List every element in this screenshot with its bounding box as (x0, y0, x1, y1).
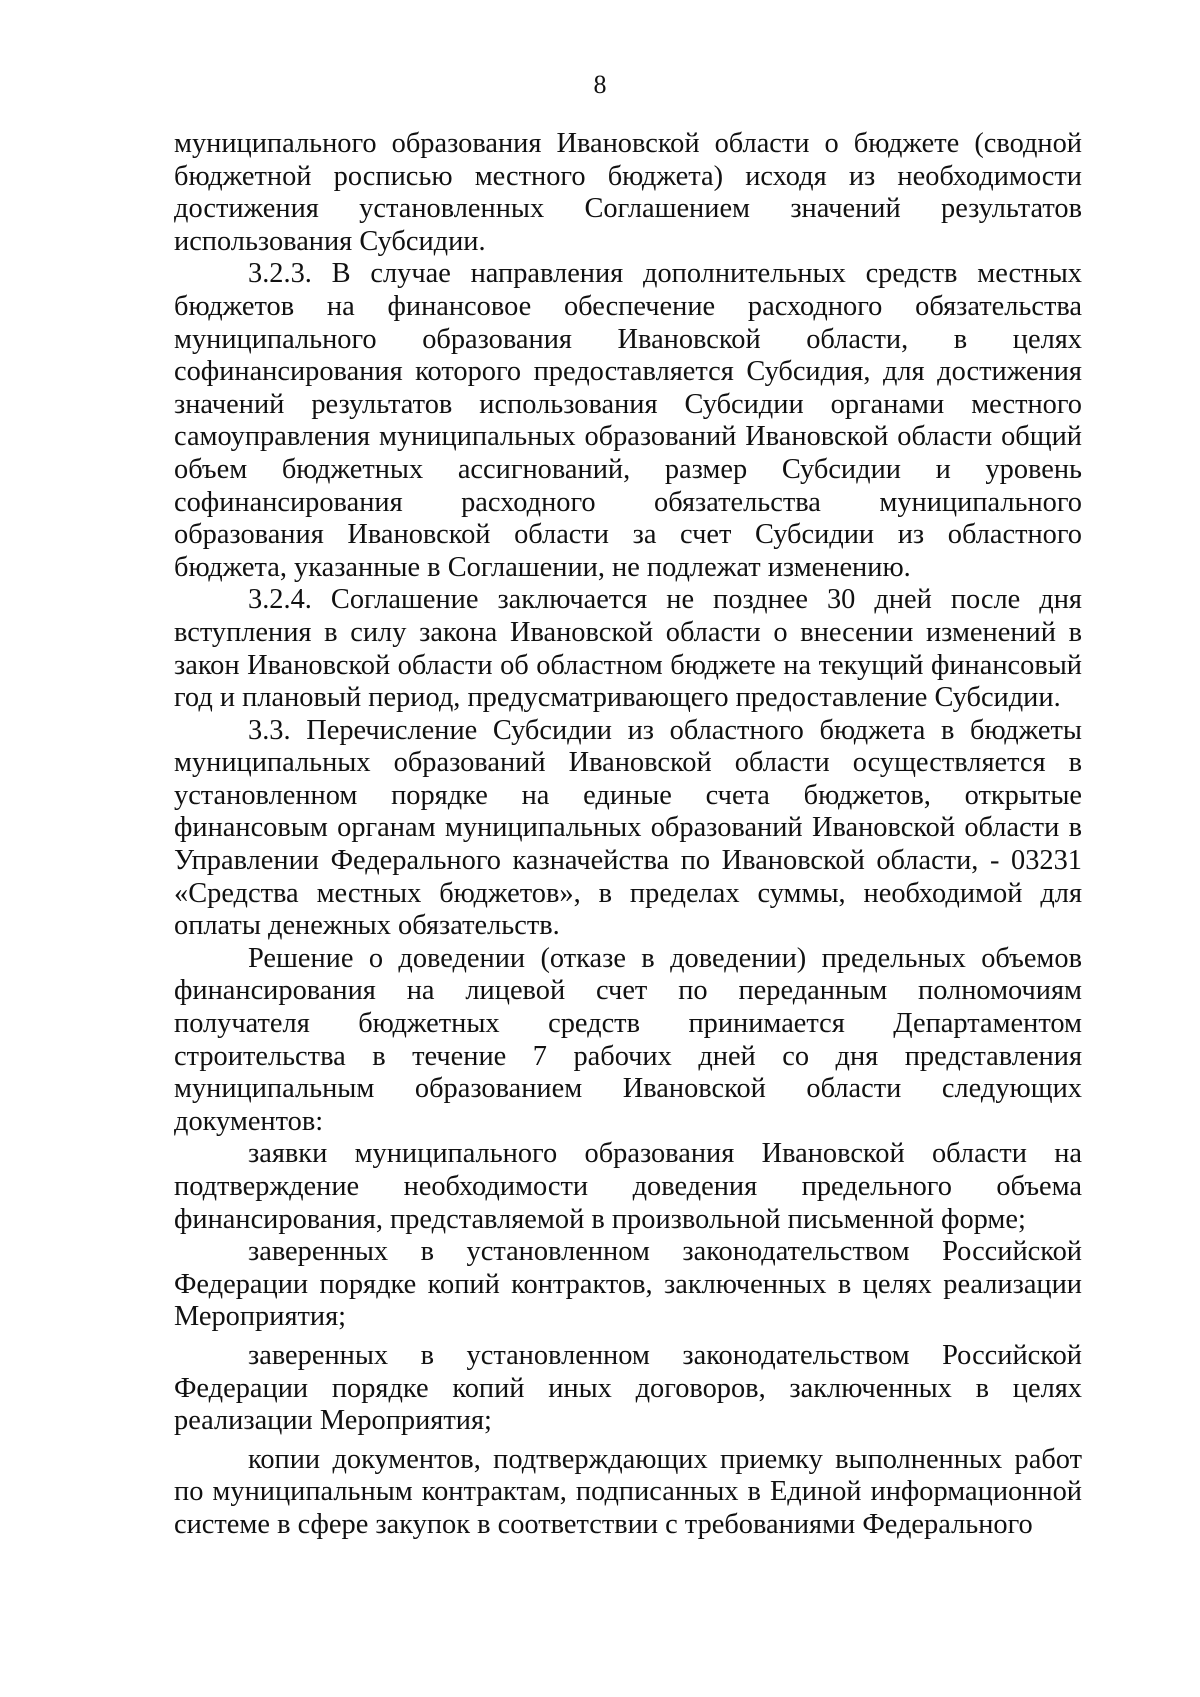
list-item-contracts: заверенных в установленном законодательством Российской Федерации порядке копий контрактов, заключенных в целях реализации Мероприятия; (174, 1236, 1082, 1333)
document-body (174, 128, 1082, 1542)
list-item-application: заявки муниципального образования Ивановской области на подтверждение необходимости доведения предельного объема финансирования, представляемой в произвольной письменной форме; (174, 1138, 1082, 1235)
list-item-acceptance-documents: копии документов, подтверждающих приемку выполненных работ по муниципальным контрактам, подписанных в Единой информационной системе в сфере закупок в соответствии с требованиями Федерального (174, 1443, 1082, 1540)
paragraph-decision: Решение о доведении (отказе в доведении) предельных объемов финансирования на лицевой счет по переданным полномочиям получателя бюджетных средств принимается Департаментом строительства в течение 7 рабочих дней со дня представления муниципальным образованием Ивановской области следующих документов: (174, 942, 1082, 1137)
paragraph-3-2-3: 3.2.3. В случае направления дополнительных средств местных бюджетов на финансовое обеспечение расходного обязательства муниципального образования Ивановской области, в целях софинансирования которого предоставляется Субсидия, для достижения значений результатов использования Субсидии органами местного самоуправления муниципальных образований Ивановской области общий объем бюджетных ассигнований, размер Субсидии и уровень софинансирования расходного обязательства муниципального образования Ивановской области за счет Субсидии из областного бюджета, указанные в Соглашении, не подлежат изменению. (174, 258, 1082, 583)
list-item-other-agreements: заверенных в установленном законодательством Российской Федерации порядке копий иных договоров, заключенных в целях реализации Мероприятия; (174, 1339, 1082, 1437)
paragraph-continuation: муниципального образования Ивановской области о бюджете (сводной бюджетной росписью местного бюджета) исходя из необходимости достижения установленных Соглашением значений результатов использования Субсидии. (174, 128, 1082, 257)
paragraph-3-2-4: 3.2.4. Соглашение заключается не позднее 30 дней после дня вступления в силу закона Ивановской области о внесении изменений в закон Ивановской области об областном бюджете на текущий финансовый год и плановый период, предусматривающего предоставление Субсидии. (174, 584, 1082, 714)
paragraph-3-3: 3.3. Перечисление Субсидии из областного бюджета в бюджеты муниципальных образований Ивановской области осуществляется в установленном порядке на единые счета бюджетов, открытые финансовым органам муниципальных образований Ивановской области в Управлении Федерального казначейства по Ивановской области, - 03231 «Средства местных бюджетов», в пределах суммы, необходимой для оплаты денежных обязательств. (174, 714, 1082, 942)
page-number: 8 (593, 70, 607, 99)
